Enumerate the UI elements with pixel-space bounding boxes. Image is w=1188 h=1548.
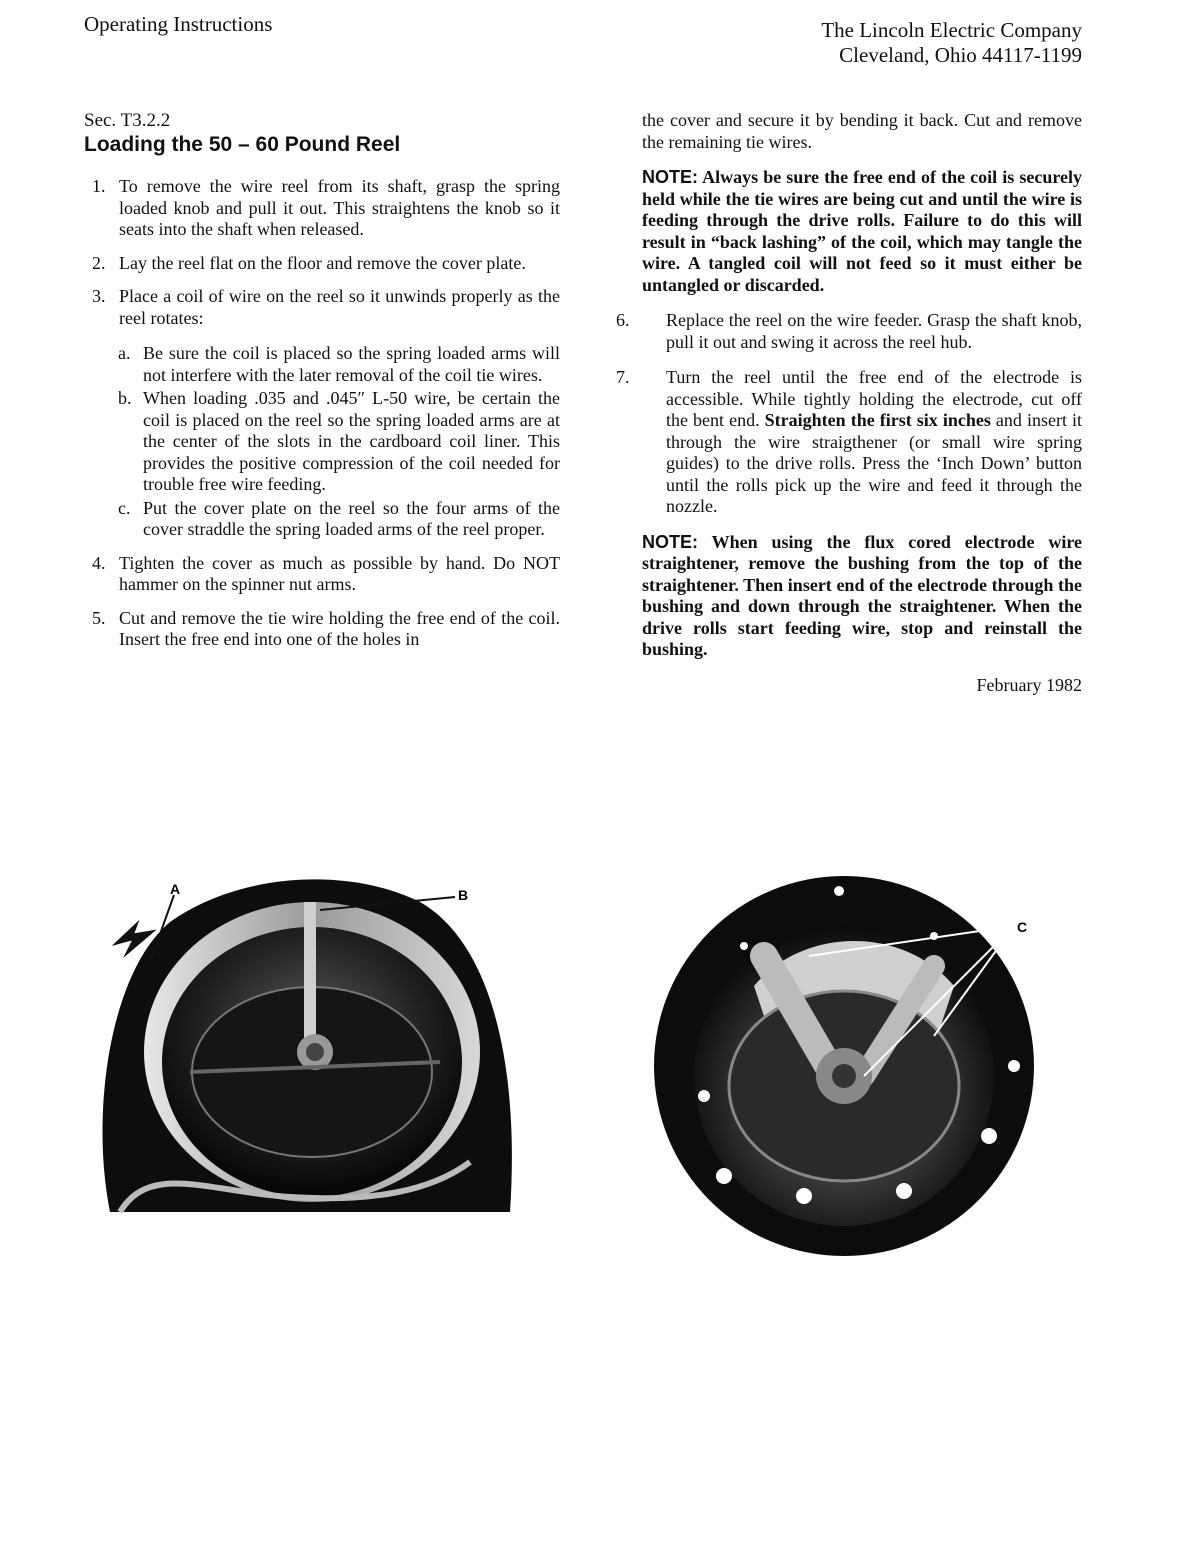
reel-photo-left — [90, 862, 520, 1222]
note-label: NOTE: — [642, 167, 698, 187]
step-5 — [84, 608, 560, 651]
step-1 — [84, 176, 560, 241]
step-text: Place a coil of wire on the reel so it unwinds properly as the reel rotates: — [119, 286, 560, 328]
substep-letter: a. — [118, 343, 131, 363]
substep-list — [84, 343, 560, 541]
note-2 — [642, 532, 1082, 661]
substep-letter: c. — [118, 497, 131, 518]
note-text: Always be sure the free end of the coil is securely held while the tie wires are being cut and until the wire is feeding through the drive rolls. Failure to do this will result in “back lashing” of the coil, which may tangle the wire. A tangled coil will not feed so it must either be untangled or discarded. — [642, 167, 1082, 295]
step-7 — [616, 367, 1082, 518]
note-text: When using the flux cored electrode wire straightener, remove the bushing from the top of the straightener. Then insert end of the electrode through the bushing and down through the straightener. When the drive rolls start feeding wire, stop and reinstall the bushing. — [642, 531, 1082, 659]
note-label: NOTE: — [642, 531, 698, 552]
header-right — [821, 18, 1082, 68]
right-column — [616, 110, 1082, 696]
substep-text: Be sure the coil is placed so the spring loaded arms will not interfere with the later removal of the coil tie wires. — [143, 343, 560, 385]
left-column — [84, 110, 560, 663]
revision-date: February 1982 — [976, 674, 1082, 695]
section-title: Loading the 50 – 60 Pound Reel — [84, 133, 401, 156]
step-number: 3. — [92, 286, 106, 306]
step-2 — [84, 253, 560, 275]
step-number: 6. — [616, 310, 630, 330]
reel-photo-right — [634, 876, 1054, 1261]
step-4 — [84, 553, 560, 596]
step-text: Replace the reel on the wire feeder. Grasp the shaft knob, pull it out and swing it across the reel hub. — [666, 310, 1082, 352]
note-1 — [642, 167, 1082, 296]
substep-text: Put the cover plate on the reel so the four arms of the cover straddle the spring loaded arms of the reel proper. — [143, 497, 560, 539]
label-b: B — [458, 887, 469, 903]
step-3 — [84, 286, 560, 329]
step-number: 1. — [92, 176, 106, 196]
step-text: Turn the reel until the free end of the electrode is accessible. While tightly holding the electrode, cut off the bent end. — [666, 367, 1082, 430]
step-text: Lay the reel flat on the floor and remove the cover plate. — [119, 252, 526, 273]
step-text: Tighten the cover as much as possible by hand. Do NOT hammer on the spinner nut arms. — [119, 552, 560, 594]
step-6 — [616, 310, 1082, 353]
company-address: Cleveland, Ohio 44117-1199 — [839, 43, 1082, 67]
substep-c — [84, 498, 560, 541]
step-emphasis: Straighten the first six inches — [764, 410, 991, 430]
substep-a — [84, 343, 560, 386]
section-label: Sec. T3.2.2 — [84, 110, 171, 131]
step-text: Cut and remove the tie wire holding the free end of the coil. Insert the free end into one of the holes in — [119, 607, 560, 649]
substep-letter: b. — [118, 388, 132, 408]
step-number: 5. — [92, 607, 106, 628]
label-a: A — [170, 881, 181, 897]
step-number: 2. — [92, 252, 106, 273]
step-number: 7. — [616, 367, 630, 387]
step-number: 4. — [92, 552, 106, 573]
substep-text: When loading .035 and .045″ L-50 wire, be certain the coil is placed on the reel so the spring loaded arms are at the center of the slots in the cardboard coil liner. This provides the positive compression of the coil needed for trouble free wire feeding. — [143, 388, 560, 494]
step-text-cont: and insert it through the wire straigthener (or small wire spring guides) to the drive rolls. Press the ‘Inch Down’ button until the rolls pick up the wire and feed it through the nozzle. — [666, 410, 1082, 516]
step-5-continuation: the cover and secure it by bending it back. Cut and remove the remaining tie wires. — [642, 110, 1082, 152]
substep-b — [84, 388, 560, 496]
header-left: Operating Instructions — [84, 12, 273, 36]
company-name: The Lincoln Electric Company — [821, 18, 1082, 42]
step-text: To remove the wire reel from its shaft, grasp the spring loaded knob and pull it out. This straightens the knob so it seats into the shaft when released. — [119, 176, 560, 239]
label-c: C — [1017, 919, 1028, 935]
